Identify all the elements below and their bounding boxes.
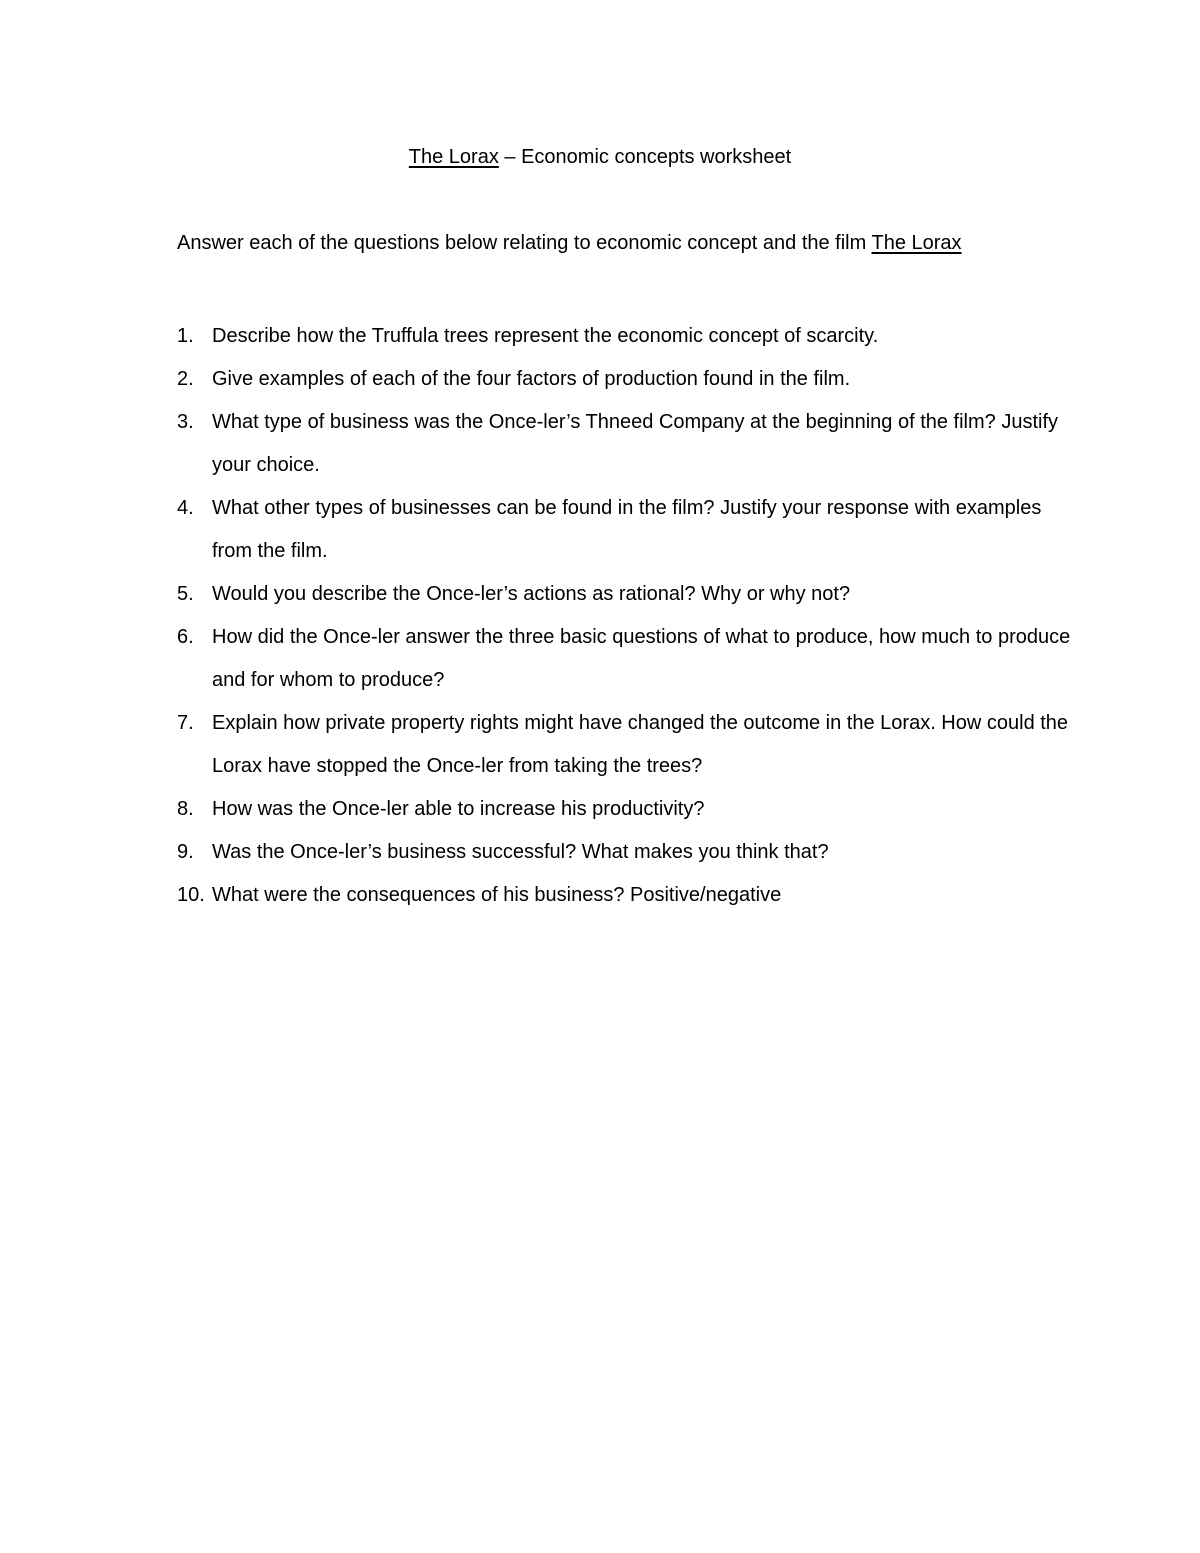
question-text: What were the consequences of his business? Positive/negative [212,884,782,906]
title-film-name: The Lorax [408,146,499,168]
question-item [0,401,1200,487]
instructions [177,229,962,257]
instructions-film-name: The Lorax [871,232,962,254]
question-text: Would you describe the Once-ler’s actions as rational? Why or why not? [212,583,851,605]
question-number: 8. [177,798,194,820]
question-number: 6. [177,626,194,648]
question-item [0,874,1200,917]
question-item [0,315,1200,358]
question-number: 9. [177,841,194,863]
question-text: What other types of businesses can be found in the film? Justify your response with examples from the film. [212,497,1042,562]
question-item [0,788,1200,831]
question-number: 4. [177,497,194,519]
page-title [0,143,1200,171]
title-rest: – Economic concepts worksheet [498,146,792,168]
question-number: 2. [177,368,194,390]
question-number: 5. [177,583,194,605]
question-text: Was the Once-ler’s business successful? What makes you think that? [212,841,829,863]
question-text: How did the Once-ler answer the three basic questions of what to produce, how much to produce and for whom to produce? [212,626,1071,691]
question-item [0,358,1200,401]
question-item [0,831,1200,874]
question-number: 1. [177,325,194,347]
question-item [0,573,1200,616]
question-item [0,702,1200,788]
instructions-text: Answer each of the questions below relating to economic concept and the film [177,232,872,254]
question-text: How was the Once-ler able to increase his productivity? [212,798,705,820]
question-list [0,315,1200,917]
question-text: What type of business was the Once-ler’s Thneed Company at the beginning of the film? Justify your choice. [212,411,1059,476]
question-text: Describe how the Truffula trees represent the economic concept of scarcity. [212,325,879,347]
question-number: 7. [177,712,194,734]
question-number: 10. [177,884,205,906]
question-text: Explain how private property rights might have changed the outcome in the Lorax. How could the Lorax have stopped the Once-ler from taking the trees? [212,712,1069,777]
question-item [0,616,1200,702]
question-text: Give examples of each of the four factors of production found in the film. [212,368,851,390]
question-item [0,487,1200,573]
question-number: 3. [177,411,194,433]
